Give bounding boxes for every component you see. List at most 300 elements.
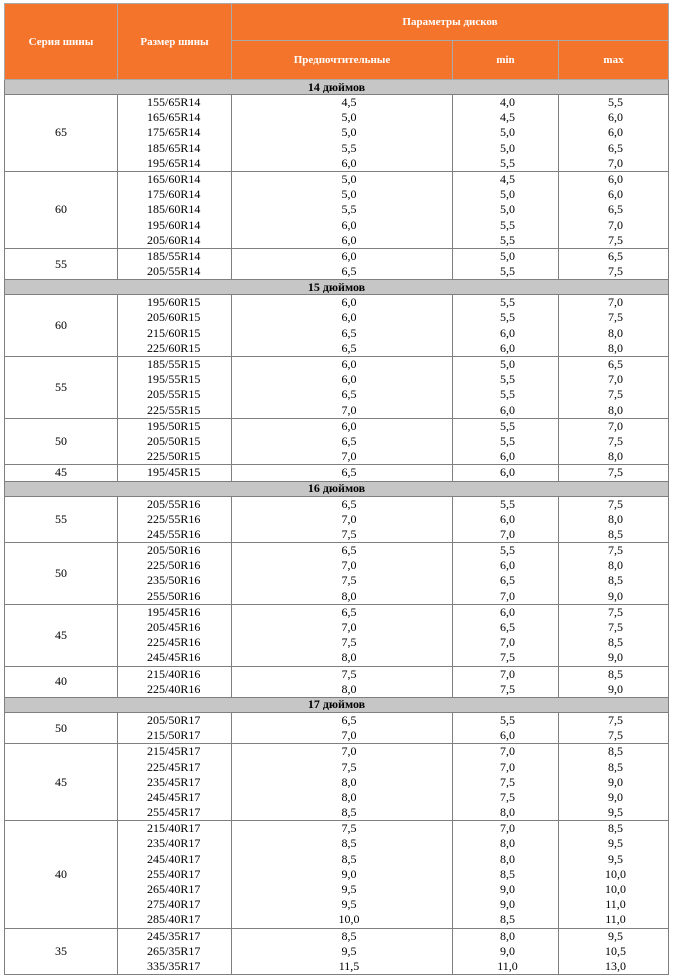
section-row <box>5 481 669 496</box>
tire-size: 205/55R15 <box>147 387 201 402</box>
preferred-value: 6,0 <box>341 418 357 433</box>
tire-size: 205/60R14 <box>147 232 201 247</box>
min-value: 7,5 <box>500 789 515 804</box>
tire-size: 225/55R16 <box>147 511 201 526</box>
preferred-value: 7,5 <box>341 526 357 541</box>
tire-size-cell <box>118 418 232 465</box>
preferred-value-cell <box>232 465 453 481</box>
min-value: 5,5 <box>500 418 515 433</box>
min-value-cell <box>453 171 559 248</box>
series-cell: 60 <box>5 295 118 357</box>
tire-size-cell <box>118 666 232 697</box>
tire-size: 285/40R17 <box>147 912 201 927</box>
preferred-value: 7,5 <box>341 821 357 836</box>
preferred-value: 5,0 <box>341 110 357 125</box>
preferred-value: 9,5 <box>341 897 357 912</box>
preferred-value: 9,5 <box>341 943 357 958</box>
tire-size-cell <box>118 295 232 357</box>
min-value: 7,0 <box>500 588 515 603</box>
series-group-row <box>5 543 669 605</box>
series-cell: 45 <box>5 604 118 666</box>
max-value: 9,5 <box>608 805 623 820</box>
tire-size: 215/40R17 <box>147 821 201 836</box>
max-value: 8,0 <box>608 340 623 355</box>
preferred-value: 8,5 <box>341 851 357 866</box>
max-value: 7,5 <box>608 604 623 619</box>
series-group-row <box>5 465 669 481</box>
preferred-value: 6,5 <box>341 712 357 727</box>
preferred-value: 6,0 <box>341 295 357 310</box>
series-cell: 65 <box>5 95 118 172</box>
max-value-cell <box>559 295 669 357</box>
preferred-value-cell <box>232 821 453 928</box>
preferred-value: 8,0 <box>341 681 357 696</box>
max-value: 7,0 <box>608 418 623 433</box>
min-value: 5,5 <box>500 232 515 247</box>
preferred-value: 8,0 <box>341 650 357 665</box>
tire-size: 185/65R14 <box>147 140 201 155</box>
tire-size: 215/60R15 <box>147 325 201 340</box>
max-value: 8,5 <box>608 759 623 774</box>
min-value: 4,5 <box>500 171 515 186</box>
tire-size: 205/50R17 <box>147 712 201 727</box>
tire-size: 195/55R15 <box>147 372 201 387</box>
preferred-value: 7,0 <box>341 728 357 743</box>
tire-size: 185/55R15 <box>147 357 201 371</box>
max-value: 5,5 <box>608 95 623 109</box>
preferred-value: 10,0 <box>338 912 360 927</box>
max-value: 11,0 <box>605 912 626 927</box>
min-value: 7,5 <box>500 650 515 665</box>
preferred-value-cell <box>232 248 453 279</box>
preferred-value: 6,5 <box>341 325 357 340</box>
preferred-value: 9,0 <box>341 866 357 881</box>
tire-size: 225/50R16 <box>147 558 201 573</box>
section-title: 17 дюймов <box>5 697 669 712</box>
max-value: 9,5 <box>608 836 623 851</box>
min-value: 5,5 <box>500 543 515 558</box>
tire-size: 245/45R17 <box>147 789 201 804</box>
preferred-value: 8,0 <box>341 789 357 804</box>
tire-size: 245/45R16 <box>147 650 201 665</box>
series-cell: 35 <box>5 928 118 975</box>
series-group-row <box>5 171 669 248</box>
max-value: 9,5 <box>608 928 623 943</box>
preferred-value: 4,5 <box>341 95 357 109</box>
header-disk-params: Параметры дисков <box>232 4 669 41</box>
min-value: 5,5 <box>500 433 515 448</box>
max-value: 6,0 <box>608 110 623 125</box>
tire-size-cell <box>118 171 232 248</box>
table-body <box>5 80 669 975</box>
min-value: 4,0 <box>500 95 515 109</box>
min-value: 8,0 <box>500 805 515 820</box>
series-group-row <box>5 496 669 543</box>
min-value: 6,0 <box>500 511 515 526</box>
max-value-cell <box>559 248 669 279</box>
min-value-cell <box>453 604 559 666</box>
tire-size: 155/65R14 <box>147 95 201 109</box>
preferred-value: 7,0 <box>341 620 357 634</box>
tire-size: 205/50R16 <box>147 543 201 558</box>
max-value: 7,5 <box>608 543 623 558</box>
max-value: 9,0 <box>608 789 623 804</box>
tire-size: 205/55R14 <box>147 264 201 279</box>
tire-size: 185/60R14 <box>147 202 201 217</box>
max-value: 6,0 <box>608 187 623 202</box>
tire-size: 195/45R16 <box>147 604 201 619</box>
preferred-value: 6,5 <box>341 465 357 480</box>
max-value-cell <box>559 928 669 975</box>
max-value: 6,0 <box>608 125 623 140</box>
preferred-value-cell <box>232 543 453 605</box>
max-value: 11,0 <box>605 897 626 912</box>
series-group-row <box>5 821 669 928</box>
max-value: 10,5 <box>605 943 626 958</box>
min-value-cell <box>453 712 559 743</box>
section-row <box>5 697 669 712</box>
min-value: 9,0 <box>500 943 515 958</box>
preferred-value: 7,0 <box>341 744 357 759</box>
min-value-cell <box>453 418 559 465</box>
series-group-row <box>5 248 669 279</box>
min-value: 6,0 <box>500 558 515 573</box>
min-value-cell <box>453 496 559 543</box>
preferred-value: 7,0 <box>341 402 357 417</box>
preferred-value-cell <box>232 604 453 666</box>
max-value: 9,0 <box>608 681 623 696</box>
preferred-value-cell <box>232 666 453 697</box>
tire-size: 245/35R17 <box>147 928 201 943</box>
max-value: 7,5 <box>608 712 623 727</box>
header-series: Серия шины <box>5 4 118 80</box>
max-value: 13,0 <box>605 958 626 973</box>
preferred-value: 9,5 <box>341 882 357 896</box>
tire-size: 205/55R16 <box>147 496 201 511</box>
max-value: 8,0 <box>608 511 623 526</box>
tire-size: 175/60R14 <box>147 187 201 202</box>
max-value: 7,5 <box>608 728 623 743</box>
series-cell: 40 <box>5 821 118 928</box>
series-group-row <box>5 418 669 465</box>
min-value: 5,5 <box>500 217 515 232</box>
min-value: 5,0 <box>500 202 515 217</box>
tire-size: 235/40R17 <box>147 836 201 851</box>
min-value: 7,0 <box>500 759 515 774</box>
preferred-value: 6,5 <box>341 387 357 402</box>
tire-size: 165/65R14 <box>147 110 201 125</box>
preferred-value: 6,5 <box>341 433 357 448</box>
section-title: 16 дюймов <box>5 481 669 496</box>
preferred-value: 6,5 <box>341 264 357 279</box>
min-value-cell <box>453 295 559 357</box>
min-value: 6,0 <box>500 465 515 480</box>
min-value-cell <box>453 543 559 605</box>
min-value: 6,0 <box>500 728 515 743</box>
preferred-value: 7,0 <box>341 558 357 573</box>
max-value: 7,5 <box>608 232 623 247</box>
preferred-value: 7,5 <box>341 759 357 774</box>
series-cell: 55 <box>5 248 118 279</box>
min-value: 8,5 <box>500 912 515 927</box>
tire-size: 225/45R17 <box>147 759 201 774</box>
tire-size: 195/60R15 <box>147 295 201 310</box>
preferred-value: 6,5 <box>341 604 357 619</box>
min-value: 5,0 <box>500 357 515 371</box>
min-value: 7,0 <box>500 744 515 759</box>
min-value-cell <box>453 95 559 172</box>
max-value: 7,0 <box>608 295 623 310</box>
header-size: Размер шины <box>118 4 232 80</box>
max-value: 7,0 <box>608 155 623 170</box>
max-value-cell <box>559 821 669 928</box>
max-value: 8,5 <box>608 821 623 836</box>
min-value: 5,0 <box>500 187 515 202</box>
min-value: 7,0 <box>500 526 515 541</box>
max-value: 7,5 <box>608 387 623 402</box>
series-group-row <box>5 928 669 975</box>
max-value: 7,5 <box>608 620 623 634</box>
series-cell: 60 <box>5 171 118 248</box>
tire-size: 225/40R16 <box>147 681 201 696</box>
tire-size: 205/50R15 <box>147 433 201 448</box>
min-value: 8,0 <box>500 851 515 866</box>
max-value: 9,0 <box>608 588 623 603</box>
section-row <box>5 80 669 95</box>
min-value: 5,5 <box>500 496 515 511</box>
min-value-cell <box>453 928 559 975</box>
preferred-value: 7,5 <box>341 666 357 681</box>
preferred-value: 7,0 <box>341 449 357 464</box>
tire-size-cell <box>118 95 232 172</box>
tire-size-cell <box>118 821 232 928</box>
min-value: 6,0 <box>500 449 515 464</box>
preferred-value-cell <box>232 95 453 172</box>
series-cell: 50 <box>5 418 118 465</box>
max-value-cell <box>559 171 669 248</box>
preferred-value-cell <box>232 295 453 357</box>
tire-size: 245/40R17 <box>147 851 201 866</box>
min-value: 5,0 <box>500 140 515 155</box>
preferred-value-cell <box>232 496 453 543</box>
max-value: 6,5 <box>608 202 623 217</box>
series-cell: 50 <box>5 543 118 605</box>
tire-size: 205/45R16 <box>147 620 201 634</box>
min-value: 5,0 <box>500 125 515 140</box>
min-value-cell <box>453 248 559 279</box>
tire-size-cell <box>118 712 232 743</box>
preferred-value: 11,5 <box>338 958 360 973</box>
max-value: 8,0 <box>608 325 623 340</box>
preferred-value: 6,0 <box>341 372 357 387</box>
min-value: 5,5 <box>500 310 515 325</box>
series-cell: 55 <box>5 496 118 543</box>
max-value: 9,0 <box>608 774 623 789</box>
series-cell: 55 <box>5 357 118 419</box>
max-value: 7,5 <box>608 433 623 448</box>
min-value: 7,5 <box>500 774 515 789</box>
preferred-value: 5,5 <box>341 140 357 155</box>
section-title: 15 дюймов <box>5 280 669 295</box>
max-value: 9,0 <box>608 650 623 665</box>
preferred-value: 6,5 <box>341 496 357 511</box>
max-value-cell <box>559 418 669 465</box>
max-value: 7,5 <box>608 310 623 325</box>
max-value-cell <box>559 496 669 543</box>
tire-size-cell <box>118 465 232 481</box>
min-value: 9,0 <box>500 897 515 912</box>
series-cell: 50 <box>5 712 118 743</box>
tire-size-cell <box>118 604 232 666</box>
preferred-value: 6,0 <box>341 310 357 325</box>
preferred-value: 7,5 <box>341 635 357 650</box>
min-value: 7,0 <box>500 666 515 681</box>
tire-size: 255/45R17 <box>147 805 201 820</box>
tire-size: 195/45R15 <box>147 465 201 480</box>
min-value: 5,5 <box>500 264 515 279</box>
tire-size: 335/35R17 <box>147 958 201 973</box>
min-value-cell <box>453 357 559 419</box>
min-value: 7,0 <box>500 635 515 650</box>
max-value: 8,5 <box>608 666 623 681</box>
section-title: 14 дюймов <box>5 80 669 95</box>
preferred-value: 8,5 <box>341 928 357 943</box>
min-value: 5,5 <box>500 295 515 310</box>
tire-size: 225/45R16 <box>147 635 201 650</box>
min-value-cell <box>453 821 559 928</box>
max-value-cell <box>559 712 669 743</box>
max-value-cell <box>559 357 669 419</box>
series-group-row <box>5 357 669 419</box>
min-value: 8,0 <box>500 836 515 851</box>
series-cell: 40 <box>5 666 118 697</box>
preferred-value: 5,0 <box>341 187 357 202</box>
series-group-row <box>5 604 669 666</box>
preferred-value: 8,0 <box>341 588 357 603</box>
min-value: 8,5 <box>500 866 515 881</box>
max-value: 6,5 <box>608 248 623 263</box>
tire-size: 265/35R17 <box>147 943 201 958</box>
min-value: 6,0 <box>500 402 515 417</box>
max-value-cell <box>559 604 669 666</box>
tire-size-cell <box>118 744 232 821</box>
series-group-row <box>5 744 669 821</box>
preferred-value: 6,0 <box>341 155 357 170</box>
tire-size: 275/40R17 <box>147 897 201 912</box>
series-group-row <box>5 295 669 357</box>
tire-size: 235/50R16 <box>147 573 201 588</box>
max-value: 8,5 <box>608 526 623 541</box>
max-value-cell <box>559 95 669 172</box>
preferred-value: 6,0 <box>341 217 357 232</box>
tire-size: 195/50R15 <box>147 418 201 433</box>
max-value-cell <box>559 543 669 605</box>
preferred-value-cell <box>232 928 453 975</box>
max-value: 8,0 <box>608 402 623 417</box>
min-value-cell <box>453 744 559 821</box>
max-value: 7,0 <box>608 217 623 232</box>
preferred-value: 6,5 <box>341 543 357 558</box>
tire-size: 265/40R17 <box>147 882 201 896</box>
min-value: 7,0 <box>500 821 515 836</box>
max-value: 7,5 <box>608 496 623 511</box>
table-header <box>5 4 669 80</box>
series-group-row <box>5 666 669 697</box>
preferred-value: 6,0 <box>341 357 357 371</box>
tire-size: 225/55R15 <box>147 402 201 417</box>
rim-size-table <box>4 3 669 975</box>
min-value: 5,0 <box>500 248 515 263</box>
tire-size: 215/45R17 <box>147 744 201 759</box>
header-min: min <box>453 41 559 80</box>
tire-size: 165/60R14 <box>147 171 201 186</box>
preferred-value: 5,5 <box>341 202 357 217</box>
max-value: 9,5 <box>608 851 623 866</box>
tire-size: 205/60R15 <box>147 310 201 325</box>
series-group-row <box>5 712 669 743</box>
tire-size-cell <box>118 357 232 419</box>
max-value: 7,5 <box>608 465 623 480</box>
max-value: 7,0 <box>608 372 623 387</box>
tire-size: 225/50R15 <box>147 449 201 464</box>
preferred-value: 7,5 <box>341 573 357 588</box>
preferred-value-cell <box>232 418 453 465</box>
min-value: 6,5 <box>500 620 515 634</box>
max-value: 6,0 <box>608 171 623 186</box>
max-value: 6,5 <box>608 140 623 155</box>
preferred-value: 8,0 <box>341 774 357 789</box>
tire-size-cell <box>118 928 232 975</box>
preferred-value: 8,5 <box>341 836 357 851</box>
min-value: 5,5 <box>500 387 515 402</box>
header-preferred: Предпочтительные <box>232 41 453 80</box>
preferred-value: 5,0 <box>341 171 357 186</box>
tire-size: 195/65R14 <box>147 155 201 170</box>
max-value: 8,0 <box>608 449 623 464</box>
max-value: 8,5 <box>608 635 623 650</box>
preferred-value: 8,5 <box>341 805 357 820</box>
tire-size-cell <box>118 543 232 605</box>
preferred-value-cell <box>232 744 453 821</box>
tire-size: 215/40R16 <box>147 666 201 681</box>
max-value: 8,5 <box>608 573 623 588</box>
min-value: 6,0 <box>500 604 515 619</box>
min-value: 9,0 <box>500 882 515 896</box>
tire-size: 245/55R16 <box>147 526 201 541</box>
tire-size: 235/45R17 <box>147 774 201 789</box>
series-cell: 45 <box>5 465 118 481</box>
tire-size-cell <box>118 248 232 279</box>
min-value: 7,5 <box>500 681 515 696</box>
max-value-cell <box>559 465 669 481</box>
preferred-value-cell <box>232 357 453 419</box>
series-group-row <box>5 95 669 172</box>
max-value: 10,0 <box>605 882 626 896</box>
tire-size: 195/60R14 <box>147 217 201 232</box>
min-value: 4,5 <box>500 110 515 125</box>
tire-size: 255/50R16 <box>147 588 201 603</box>
tire-size: 215/50R17 <box>147 728 201 743</box>
tire-size: 175/65R14 <box>147 125 201 140</box>
min-value: 6,0 <box>500 325 515 340</box>
preferred-value: 5,0 <box>341 125 357 140</box>
max-value: 8,5 <box>608 744 623 759</box>
tire-size-cell <box>118 496 232 543</box>
section-row <box>5 280 669 295</box>
max-value: 8,0 <box>608 558 623 573</box>
preferred-value-cell <box>232 171 453 248</box>
tire-size: 225/60R15 <box>147 340 201 355</box>
